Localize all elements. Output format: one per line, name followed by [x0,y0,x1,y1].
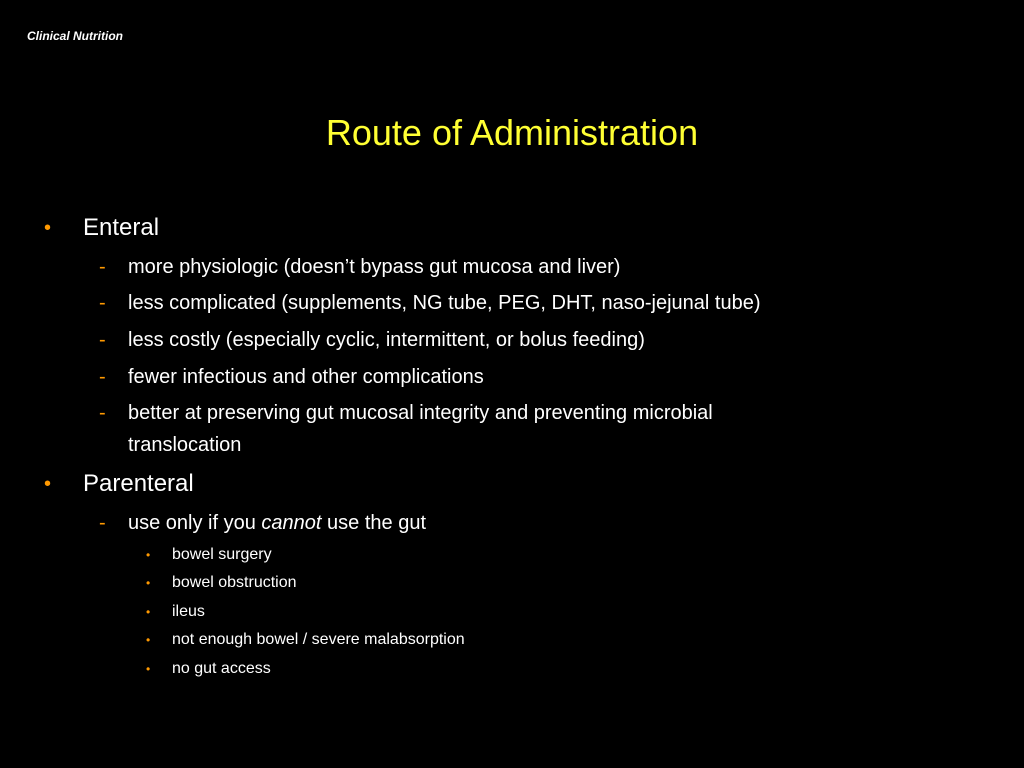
orange-bullet-icon: • [44,217,52,239]
dash-icon: - [99,256,106,278]
sub-sub-bullet-text: no gut access [172,660,271,677]
dash-icon: - [99,402,106,424]
orange-bullet-icon: • [146,662,151,676]
bullet-label: Enteral [83,214,160,241]
dash-icon: - [99,366,106,388]
orange-bullet-icon: • [44,473,52,495]
dash-icon: - [99,292,106,314]
sub-bullet-text: more physiologic (doesn’t bypass gut mucosa and liver) [128,256,621,278]
presentation-header-label: Clinical Nutrition [27,29,123,43]
sub-sub-bullet-text: bowel surgery [172,546,272,563]
orange-bullet-icon: • [146,605,151,619]
bullet-label: Parenteral [83,470,194,497]
sub-bullet-text: fewer infectious and other complications [128,366,484,388]
sub-bullet-text: less complicated (supplements, NG tube, PEG, DHT, naso-jejunal tube) [128,292,761,314]
slide-title: Route of Administration [325,112,699,153]
orange-bullet-icon: • [146,633,151,647]
sub-bullet-text: translocation [128,434,242,456]
dash-icon: - [99,512,106,534]
dash-icon: - [99,329,106,351]
emphasized-word: cannot [261,512,322,534]
orange-bullet-icon: • [146,576,151,590]
sub-bullet-prefix: use only if you [128,512,262,534]
sub-bullet-text: less costly (especially cyclic, intermittent, or bolus feeding) [128,329,645,351]
orange-bullet-icon: • [146,548,151,562]
sub-sub-bullet-text: not enough bowel / severe malabsorption [172,631,465,648]
sub-sub-bullet-text: bowel obstruction [172,574,297,591]
sub-bullet-text: better at preserving gut mucosal integrity and preventing microbial [128,402,713,424]
sub-bullet-suffix: use the gut [321,512,427,534]
sub-bullet-text [128,507,426,539]
sub-sub-bullet-text: ileus [172,603,205,620]
